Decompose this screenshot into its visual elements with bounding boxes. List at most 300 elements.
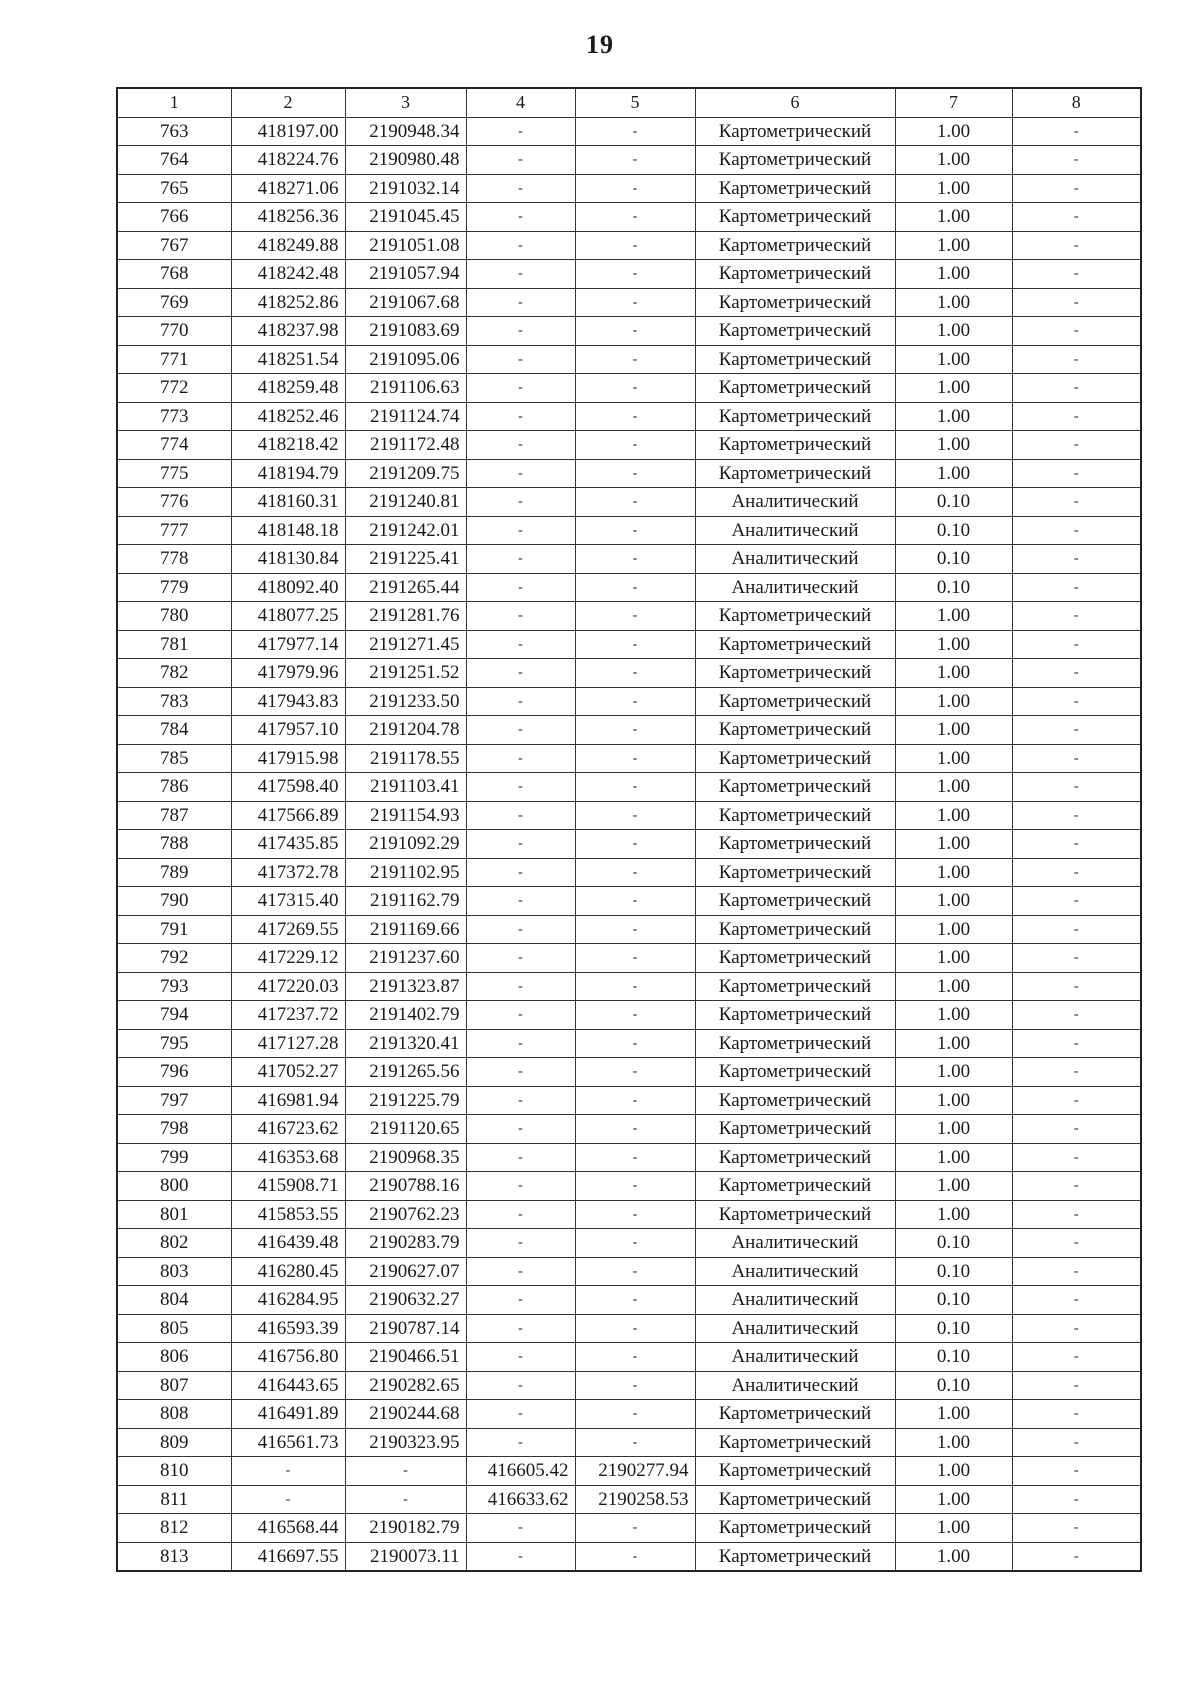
cell-method: Картометрический <box>695 1200 895 1229</box>
cell-x-coordinate-alt: - <box>466 1029 575 1058</box>
cell-y-coordinate-alt: - <box>575 459 695 488</box>
table-row <box>117 1400 1141 1429</box>
cell-point-number: 803 <box>117 1257 231 1286</box>
cell-notes: - <box>1012 288 1141 317</box>
cell-x-coordinate: 417435.85 <box>231 830 345 859</box>
cell-point-number: 774 <box>117 431 231 460</box>
column-header-1: 1 <box>117 88 231 117</box>
cell-x-coordinate-alt: - <box>466 1428 575 1457</box>
cell-method: Аналитический <box>695 1371 895 1400</box>
table-row <box>117 687 1141 716</box>
cell-accuracy: 1.00 <box>895 288 1012 317</box>
cell-accuracy: 1.00 <box>895 801 1012 830</box>
cell-x-coordinate: 416280.45 <box>231 1257 345 1286</box>
table-row <box>117 1001 1141 1030</box>
cell-accuracy: 0.10 <box>895 1286 1012 1315</box>
cell-method: Картометрический <box>695 260 895 289</box>
page-number: 19 <box>586 30 614 59</box>
cell-y-coordinate: 2190787.14 <box>345 1314 466 1343</box>
cell-y-coordinate: 2191051.08 <box>345 231 466 260</box>
table-row <box>117 1457 1141 1486</box>
cell-y-coordinate-alt: - <box>575 317 695 346</box>
cell-notes: - <box>1012 545 1141 574</box>
cell-method: Картометрический <box>695 1086 895 1115</box>
cell-x-coordinate-alt: - <box>466 858 575 887</box>
cell-x-coordinate-alt: - <box>466 1172 575 1201</box>
cell-accuracy: 1.00 <box>895 146 1012 175</box>
cell-point-number: 778 <box>117 545 231 574</box>
cell-y-coordinate-alt: - <box>575 887 695 916</box>
cell-method: Аналитический <box>695 573 895 602</box>
cell-y-coordinate-alt: - <box>575 915 695 944</box>
cell-y-coordinate: 2191102.95 <box>345 858 466 887</box>
cell-x-coordinate: 418249.88 <box>231 231 345 260</box>
cell-x-coordinate: 418194.79 <box>231 459 345 488</box>
cell-accuracy: 1.00 <box>895 830 1012 859</box>
column-header-2: 2 <box>231 88 345 117</box>
cell-accuracy: 1.00 <box>895 117 1012 146</box>
cell-point-number: 783 <box>117 687 231 716</box>
table-row <box>117 1143 1141 1172</box>
cell-x-coordinate-alt: - <box>466 659 575 688</box>
cell-x-coordinate-alt: - <box>466 1371 575 1400</box>
cell-y-coordinate-alt: - <box>575 1343 695 1372</box>
table-row <box>117 1115 1141 1144</box>
cell-y-coordinate: 2190762.23 <box>345 1200 466 1229</box>
cell-accuracy: 1.00 <box>895 972 1012 1001</box>
column-header-7: 7 <box>895 88 1012 117</box>
table-row <box>117 602 1141 631</box>
cell-y-coordinate: 2191233.50 <box>345 687 466 716</box>
cell-point-number: 787 <box>117 801 231 830</box>
table-row <box>117 1542 1141 1571</box>
table-row <box>117 887 1141 916</box>
table-row <box>117 1371 1141 1400</box>
table-row <box>117 915 1141 944</box>
cell-x-coordinate: 416353.68 <box>231 1143 345 1172</box>
cell-point-number: 798 <box>117 1115 231 1144</box>
cell-y-coordinate: 2191120.65 <box>345 1115 466 1144</box>
cell-y-coordinate-alt: - <box>575 431 695 460</box>
cell-y-coordinate-alt: - <box>575 830 695 859</box>
cell-x-coordinate-alt: - <box>466 545 575 574</box>
cell-method: Картометрический <box>695 203 895 232</box>
cell-x-coordinate-alt: - <box>466 1229 575 1258</box>
cell-point-number: 766 <box>117 203 231 232</box>
cell-method: Картометрический <box>695 1001 895 1030</box>
cell-x-coordinate-alt: 416605.42 <box>466 1457 575 1486</box>
cell-notes: - <box>1012 1200 1141 1229</box>
column-header-3: 3 <box>345 88 466 117</box>
cell-notes: - <box>1012 744 1141 773</box>
cell-x-coordinate: 417598.40 <box>231 773 345 802</box>
cell-x-coordinate: 416284.95 <box>231 1286 345 1315</box>
table-row <box>117 1428 1141 1457</box>
table-row <box>117 488 1141 517</box>
cell-method: Аналитический <box>695 516 895 545</box>
coordinates-table <box>116 87 1142 1572</box>
table-row <box>117 1086 1141 1115</box>
cell-y-coordinate-alt: - <box>575 573 695 602</box>
cell-y-coordinate-alt: - <box>575 231 695 260</box>
table-row <box>117 858 1141 887</box>
cell-method: Картометрический <box>695 716 895 745</box>
cell-notes: - <box>1012 659 1141 688</box>
cell-x-coordinate: 418251.54 <box>231 345 345 374</box>
cell-y-coordinate: 2191402.79 <box>345 1001 466 1030</box>
cell-point-number: 793 <box>117 972 231 1001</box>
cell-point-number: 777 <box>117 516 231 545</box>
cell-x-coordinate: 418242.48 <box>231 260 345 289</box>
cell-x-coordinate: 417229.12 <box>231 944 345 973</box>
cell-accuracy: 1.00 <box>895 1029 1012 1058</box>
cell-x-coordinate-alt: - <box>466 459 575 488</box>
cell-point-number: 808 <box>117 1400 231 1429</box>
cell-notes: - <box>1012 1058 1141 1087</box>
cell-x-coordinate-alt: - <box>466 830 575 859</box>
cell-x-coordinate-alt: - <box>466 231 575 260</box>
cell-point-number: 806 <box>117 1343 231 1372</box>
cell-x-coordinate: 418252.46 <box>231 402 345 431</box>
cell-point-number: 809 <box>117 1428 231 1457</box>
cell-accuracy: 0.10 <box>895 1371 1012 1400</box>
cell-y-coordinate-alt: - <box>575 1115 695 1144</box>
cell-y-coordinate: 2191251.52 <box>345 659 466 688</box>
cell-x-coordinate-alt: - <box>466 1200 575 1229</box>
cell-x-coordinate: 416756.80 <box>231 1343 345 1372</box>
cell-accuracy: 0.10 <box>895 516 1012 545</box>
cell-notes: - <box>1012 1286 1141 1315</box>
cell-x-coordinate-alt: - <box>466 1400 575 1429</box>
cell-notes: - <box>1012 972 1141 1001</box>
cell-x-coordinate: 417269.55 <box>231 915 345 944</box>
cell-method: Картометрический <box>695 317 895 346</box>
cell-x-coordinate-alt: - <box>466 203 575 232</box>
cell-notes: - <box>1012 516 1141 545</box>
cell-y-coordinate-alt: - <box>575 174 695 203</box>
cell-x-coordinate-alt: - <box>466 1343 575 1372</box>
cell-point-number: 769 <box>117 288 231 317</box>
cell-point-number: 784 <box>117 716 231 745</box>
cell-x-coordinate: 418092.40 <box>231 573 345 602</box>
cell-y-coordinate: 2190282.65 <box>345 1371 466 1400</box>
cell-y-coordinate-alt: 2190277.94 <box>575 1457 695 1486</box>
cell-y-coordinate-alt: - <box>575 146 695 175</box>
cell-method: Картометрический <box>695 1485 895 1514</box>
cell-accuracy: 1.00 <box>895 174 1012 203</box>
cell-x-coordinate: 418148.18 <box>231 516 345 545</box>
cell-y-coordinate: 2191265.44 <box>345 573 466 602</box>
cell-y-coordinate: 2191240.81 <box>345 488 466 517</box>
cell-x-coordinate-alt: - <box>466 488 575 517</box>
cell-y-coordinate: 2191178.55 <box>345 744 466 773</box>
table-row <box>117 944 1141 973</box>
cell-x-coordinate-alt: - <box>466 1257 575 1286</box>
cell-accuracy: 1.00 <box>895 1143 1012 1172</box>
cell-method: Картометрический <box>695 602 895 631</box>
cell-accuracy: 1.00 <box>895 1542 1012 1571</box>
table-row <box>117 516 1141 545</box>
cell-accuracy: 1.00 <box>895 1086 1012 1115</box>
cell-x-coordinate-alt: 416633.62 <box>466 1485 575 1514</box>
cell-point-number: 772 <box>117 374 231 403</box>
cell-notes: - <box>1012 630 1141 659</box>
cell-accuracy: 1.00 <box>895 317 1012 346</box>
table-row <box>117 545 1141 574</box>
cell-notes: - <box>1012 203 1141 232</box>
cell-point-number: 773 <box>117 402 231 431</box>
cell-x-coordinate: 415853.55 <box>231 1200 345 1229</box>
cell-y-coordinate-alt: - <box>575 687 695 716</box>
cell-x-coordinate-alt: - <box>466 630 575 659</box>
cell-accuracy: 1.00 <box>895 402 1012 431</box>
cell-accuracy: 1.00 <box>895 915 1012 944</box>
cell-x-coordinate: 417979.96 <box>231 659 345 688</box>
cell-accuracy: 1.00 <box>895 1172 1012 1201</box>
cell-method: Аналитический <box>695 1257 895 1286</box>
table-row <box>117 459 1141 488</box>
cell-accuracy: 1.00 <box>895 887 1012 916</box>
table-row <box>117 716 1141 745</box>
cell-x-coordinate-alt: - <box>466 1542 575 1571</box>
column-header-4: 4 <box>466 88 575 117</box>
cell-x-coordinate: 416981.94 <box>231 1086 345 1115</box>
cell-point-number: 795 <box>117 1029 231 1058</box>
cell-x-coordinate-alt: - <box>466 573 575 602</box>
cell-y-coordinate: 2190073.11 <box>345 1542 466 1571</box>
cell-notes: - <box>1012 1343 1141 1372</box>
cell-notes: - <box>1012 773 1141 802</box>
cell-point-number: 763 <box>117 117 231 146</box>
cell-x-coordinate-alt: - <box>466 887 575 916</box>
cell-notes: - <box>1012 1542 1141 1571</box>
cell-accuracy: 1.00 <box>895 716 1012 745</box>
cell-notes: - <box>1012 801 1141 830</box>
cell-point-number: 788 <box>117 830 231 859</box>
cell-x-coordinate-alt: - <box>466 288 575 317</box>
cell-x-coordinate-alt: - <box>466 687 575 716</box>
table-row <box>117 317 1141 346</box>
cell-notes: - <box>1012 1115 1141 1144</box>
table-row <box>117 231 1141 260</box>
cell-x-coordinate: 418259.48 <box>231 374 345 403</box>
cell-accuracy: 1.00 <box>895 1514 1012 1543</box>
cell-accuracy: 0.10 <box>895 1229 1012 1258</box>
cell-notes: - <box>1012 146 1141 175</box>
table-row <box>117 1257 1141 1286</box>
cell-x-coordinate: 417127.28 <box>231 1029 345 1058</box>
cell-point-number: 764 <box>117 146 231 175</box>
cell-x-coordinate: 418237.98 <box>231 317 345 346</box>
cell-point-number: 768 <box>117 260 231 289</box>
cell-point-number: 812 <box>117 1514 231 1543</box>
cell-y-coordinate: 2191057.94 <box>345 260 466 289</box>
cell-method: Картометрический <box>695 944 895 973</box>
cell-notes: - <box>1012 1371 1141 1400</box>
cell-method: Картометрический <box>695 744 895 773</box>
cell-notes: - <box>1012 1257 1141 1286</box>
cell-method: Картометрический <box>695 687 895 716</box>
cell-y-coordinate-alt: - <box>575 345 695 374</box>
cell-notes: - <box>1012 1485 1141 1514</box>
cell-method: Картометрический <box>695 1542 895 1571</box>
cell-notes: - <box>1012 1428 1141 1457</box>
cell-method: Картометрический <box>695 1143 895 1172</box>
cell-y-coordinate: 2191106.63 <box>345 374 466 403</box>
cell-y-coordinate-alt: - <box>575 516 695 545</box>
cell-accuracy: 1.00 <box>895 260 1012 289</box>
cell-x-coordinate: 418271.06 <box>231 174 345 203</box>
cell-y-coordinate-alt: - <box>575 944 695 973</box>
table-row <box>117 146 1141 175</box>
cell-method: Картометрический <box>695 887 895 916</box>
cell-y-coordinate-alt: - <box>575 1143 695 1172</box>
cell-notes: - <box>1012 488 1141 517</box>
cell-point-number: 767 <box>117 231 231 260</box>
cell-point-number: 781 <box>117 630 231 659</box>
cell-y-coordinate-alt: - <box>575 1200 695 1229</box>
cell-x-coordinate-alt: - <box>466 1514 575 1543</box>
cell-y-coordinate: 2190182.79 <box>345 1514 466 1543</box>
cell-x-coordinate: 416443.65 <box>231 1371 345 1400</box>
cell-point-number: 813 <box>117 1542 231 1571</box>
cell-x-coordinate: 417915.98 <box>231 744 345 773</box>
cell-method: Картометрический <box>695 117 895 146</box>
cell-y-coordinate-alt: - <box>575 1428 695 1457</box>
cell-notes: - <box>1012 1001 1141 1030</box>
cell-x-coordinate-alt: - <box>466 1143 575 1172</box>
table-row <box>117 830 1141 859</box>
cell-y-coordinate: 2190948.34 <box>345 117 466 146</box>
cell-method: Картометрический <box>695 146 895 175</box>
cell-point-number: 782 <box>117 659 231 688</box>
cell-accuracy: 1.00 <box>895 431 1012 460</box>
cell-method: Картометрический <box>695 345 895 374</box>
cell-y-coordinate-alt: - <box>575 1400 695 1429</box>
cell-x-coordinate-alt: - <box>466 602 575 631</box>
cell-method: Картометрический <box>695 1400 895 1429</box>
cell-method: Картометрический <box>695 174 895 203</box>
cell-point-number: 779 <box>117 573 231 602</box>
cell-y-coordinate: 2191162.79 <box>345 887 466 916</box>
table-row <box>117 174 1141 203</box>
cell-y-coordinate-alt: - <box>575 602 695 631</box>
cell-method: Аналитический <box>695 488 895 517</box>
cell-method: Картометрический <box>695 1058 895 1087</box>
cell-x-coordinate-alt: - <box>466 716 575 745</box>
cell-x-coordinate: 417220.03 <box>231 972 345 1001</box>
table-row <box>117 288 1141 317</box>
cell-y-coordinate-alt: - <box>575 545 695 574</box>
cell-y-coordinate-alt: - <box>575 972 695 1001</box>
cell-y-coordinate-alt: - <box>575 1314 695 1343</box>
cell-x-coordinate: 416568.44 <box>231 1514 345 1543</box>
cell-accuracy: 1.00 <box>895 1115 1012 1144</box>
cell-method: Аналитический <box>695 1286 895 1315</box>
cell-accuracy: 1.00 <box>895 858 1012 887</box>
cell-x-coordinate: 416697.55 <box>231 1542 345 1571</box>
cell-x-coordinate: 418256.36 <box>231 203 345 232</box>
column-header-5: 5 <box>575 88 695 117</box>
table-row <box>117 203 1141 232</box>
cell-x-coordinate-alt: - <box>466 773 575 802</box>
cell-y-coordinate-alt: - <box>575 716 695 745</box>
cell-y-coordinate: 2191225.79 <box>345 1086 466 1115</box>
cell-x-coordinate-alt: - <box>466 146 575 175</box>
cell-y-coordinate: 2191092.29 <box>345 830 466 859</box>
cell-y-coordinate-alt: - <box>575 402 695 431</box>
cell-method: Картометрический <box>695 402 895 431</box>
cell-y-coordinate-alt: - <box>575 630 695 659</box>
table-row <box>117 1485 1141 1514</box>
cell-x-coordinate-alt: - <box>466 345 575 374</box>
cell-accuracy: 1.00 <box>895 1485 1012 1514</box>
cell-y-coordinate-alt: - <box>575 858 695 887</box>
cell-method: Картометрический <box>695 1029 895 1058</box>
cell-notes: - <box>1012 573 1141 602</box>
cell-y-coordinate-alt: - <box>575 488 695 517</box>
cell-point-number: 770 <box>117 317 231 346</box>
cell-y-coordinate-alt: - <box>575 203 695 232</box>
cell-notes: - <box>1012 117 1141 146</box>
table-row <box>117 1172 1141 1201</box>
cell-method: Аналитический <box>695 1314 895 1343</box>
cell-notes: - <box>1012 944 1141 973</box>
cell-y-coordinate: 2191032.14 <box>345 174 466 203</box>
cell-point-number: 802 <box>117 1229 231 1258</box>
cell-notes: - <box>1012 1514 1141 1543</box>
cell-x-coordinate: 415908.71 <box>231 1172 345 1201</box>
cell-point-number: 805 <box>117 1314 231 1343</box>
cell-notes: - <box>1012 260 1141 289</box>
cell-notes: - <box>1012 915 1141 944</box>
table-row <box>117 1029 1141 1058</box>
cell-notes: - <box>1012 1143 1141 1172</box>
table-row <box>117 573 1141 602</box>
cell-x-coordinate-alt: - <box>466 431 575 460</box>
cell-point-number: 771 <box>117 345 231 374</box>
cell-method: Картометрический <box>695 915 895 944</box>
cell-x-coordinate: 418252.86 <box>231 288 345 317</box>
cell-y-coordinate: 2191083.69 <box>345 317 466 346</box>
cell-notes: - <box>1012 231 1141 260</box>
cell-accuracy: 1.00 <box>895 1001 1012 1030</box>
cell-y-coordinate: 2191124.74 <box>345 402 466 431</box>
cell-point-number: 794 <box>117 1001 231 1030</box>
cell-notes: - <box>1012 317 1141 346</box>
table-row <box>117 744 1141 773</box>
cell-y-coordinate: 2190627.07 <box>345 1257 466 1286</box>
cell-x-coordinate: 418224.76 <box>231 146 345 175</box>
cell-point-number: 797 <box>117 1086 231 1115</box>
cell-point-number: 796 <box>117 1058 231 1087</box>
cell-y-coordinate: 2191154.93 <box>345 801 466 830</box>
table-row <box>117 1286 1141 1315</box>
cell-notes: - <box>1012 830 1141 859</box>
cell-y-coordinate: 2191320.41 <box>345 1029 466 1058</box>
cell-point-number: 811 <box>117 1485 231 1514</box>
cell-y-coordinate: 2190632.27 <box>345 1286 466 1315</box>
table-row <box>117 402 1141 431</box>
cell-x-coordinate: - <box>231 1485 345 1514</box>
cell-y-coordinate: 2191271.45 <box>345 630 466 659</box>
cell-x-coordinate: 417977.14 <box>231 630 345 659</box>
cell-y-coordinate: 2191172.48 <box>345 431 466 460</box>
cell-y-coordinate: 2191323.87 <box>345 972 466 1001</box>
cell-accuracy: 1.00 <box>895 1428 1012 1457</box>
cell-y-coordinate-alt: - <box>575 659 695 688</box>
cell-notes: - <box>1012 459 1141 488</box>
